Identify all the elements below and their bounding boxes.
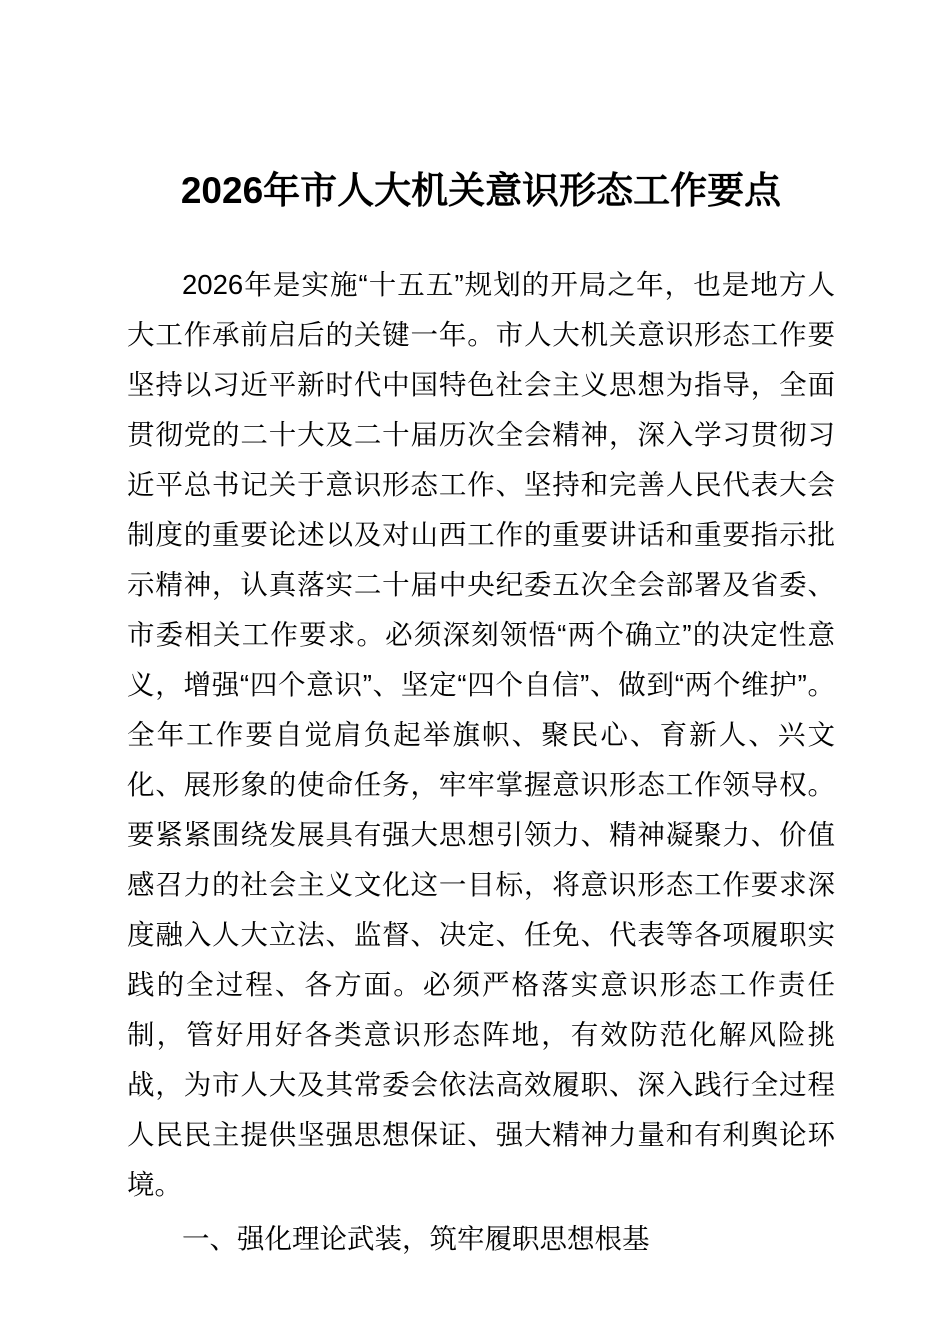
- page-title: 2026年市人大机关意识形态工作要点: [180, 170, 782, 211]
- body-paragraph: 2026年是实施“十五五”规划的开局之年，也是地方人大工作承前启后的关键一年。市人大机关意识形态工作要坚持以习近平新时代中国特色社会主义思想为指导，全面贯彻党的二十大及二十届历次全会精神，深入学习贯彻习近平总书记关于意识形态工作、坚持和完善人民代表大会制度的重要论述以及对山西工作的重要讲话和重要指示批示精神，认真落实二十届中央纪委五次全会部署及省委、市委相关工作要求。必须深刻领悟“两个确立”的决定性意义，增强“四个意识”、坚定“四个自信”、做到“两个维护”。全年工作要自觉肩负起举旗帜、聚民心、育新人、兴文化、展形象的使命任务，牢牢掌握意识形态工作领导权。要紧紧围绕发展具有强大思想引领力、精神凝聚力、价值感召力的社会主义文化这一目标，将意识形态工作要求深度融入人大立法、监督、决定、任免、代表等各项履职实践的全过程、各方面。必须严格落实意识形态工作责任制，管好用好各类意识形态阵地，有效防范化解风险挑战，为市人大及其常委会依法高效履职、深入践行全过程人民民主提供坚强思想保证、强大精神力量和有利舆论环境。: [127, 269, 835, 1200]
- section-heading-one: 一、强化理论武装，筑牢履职思想根基: [182, 1223, 650, 1254]
- document-content: [127, 0, 835, 1264]
